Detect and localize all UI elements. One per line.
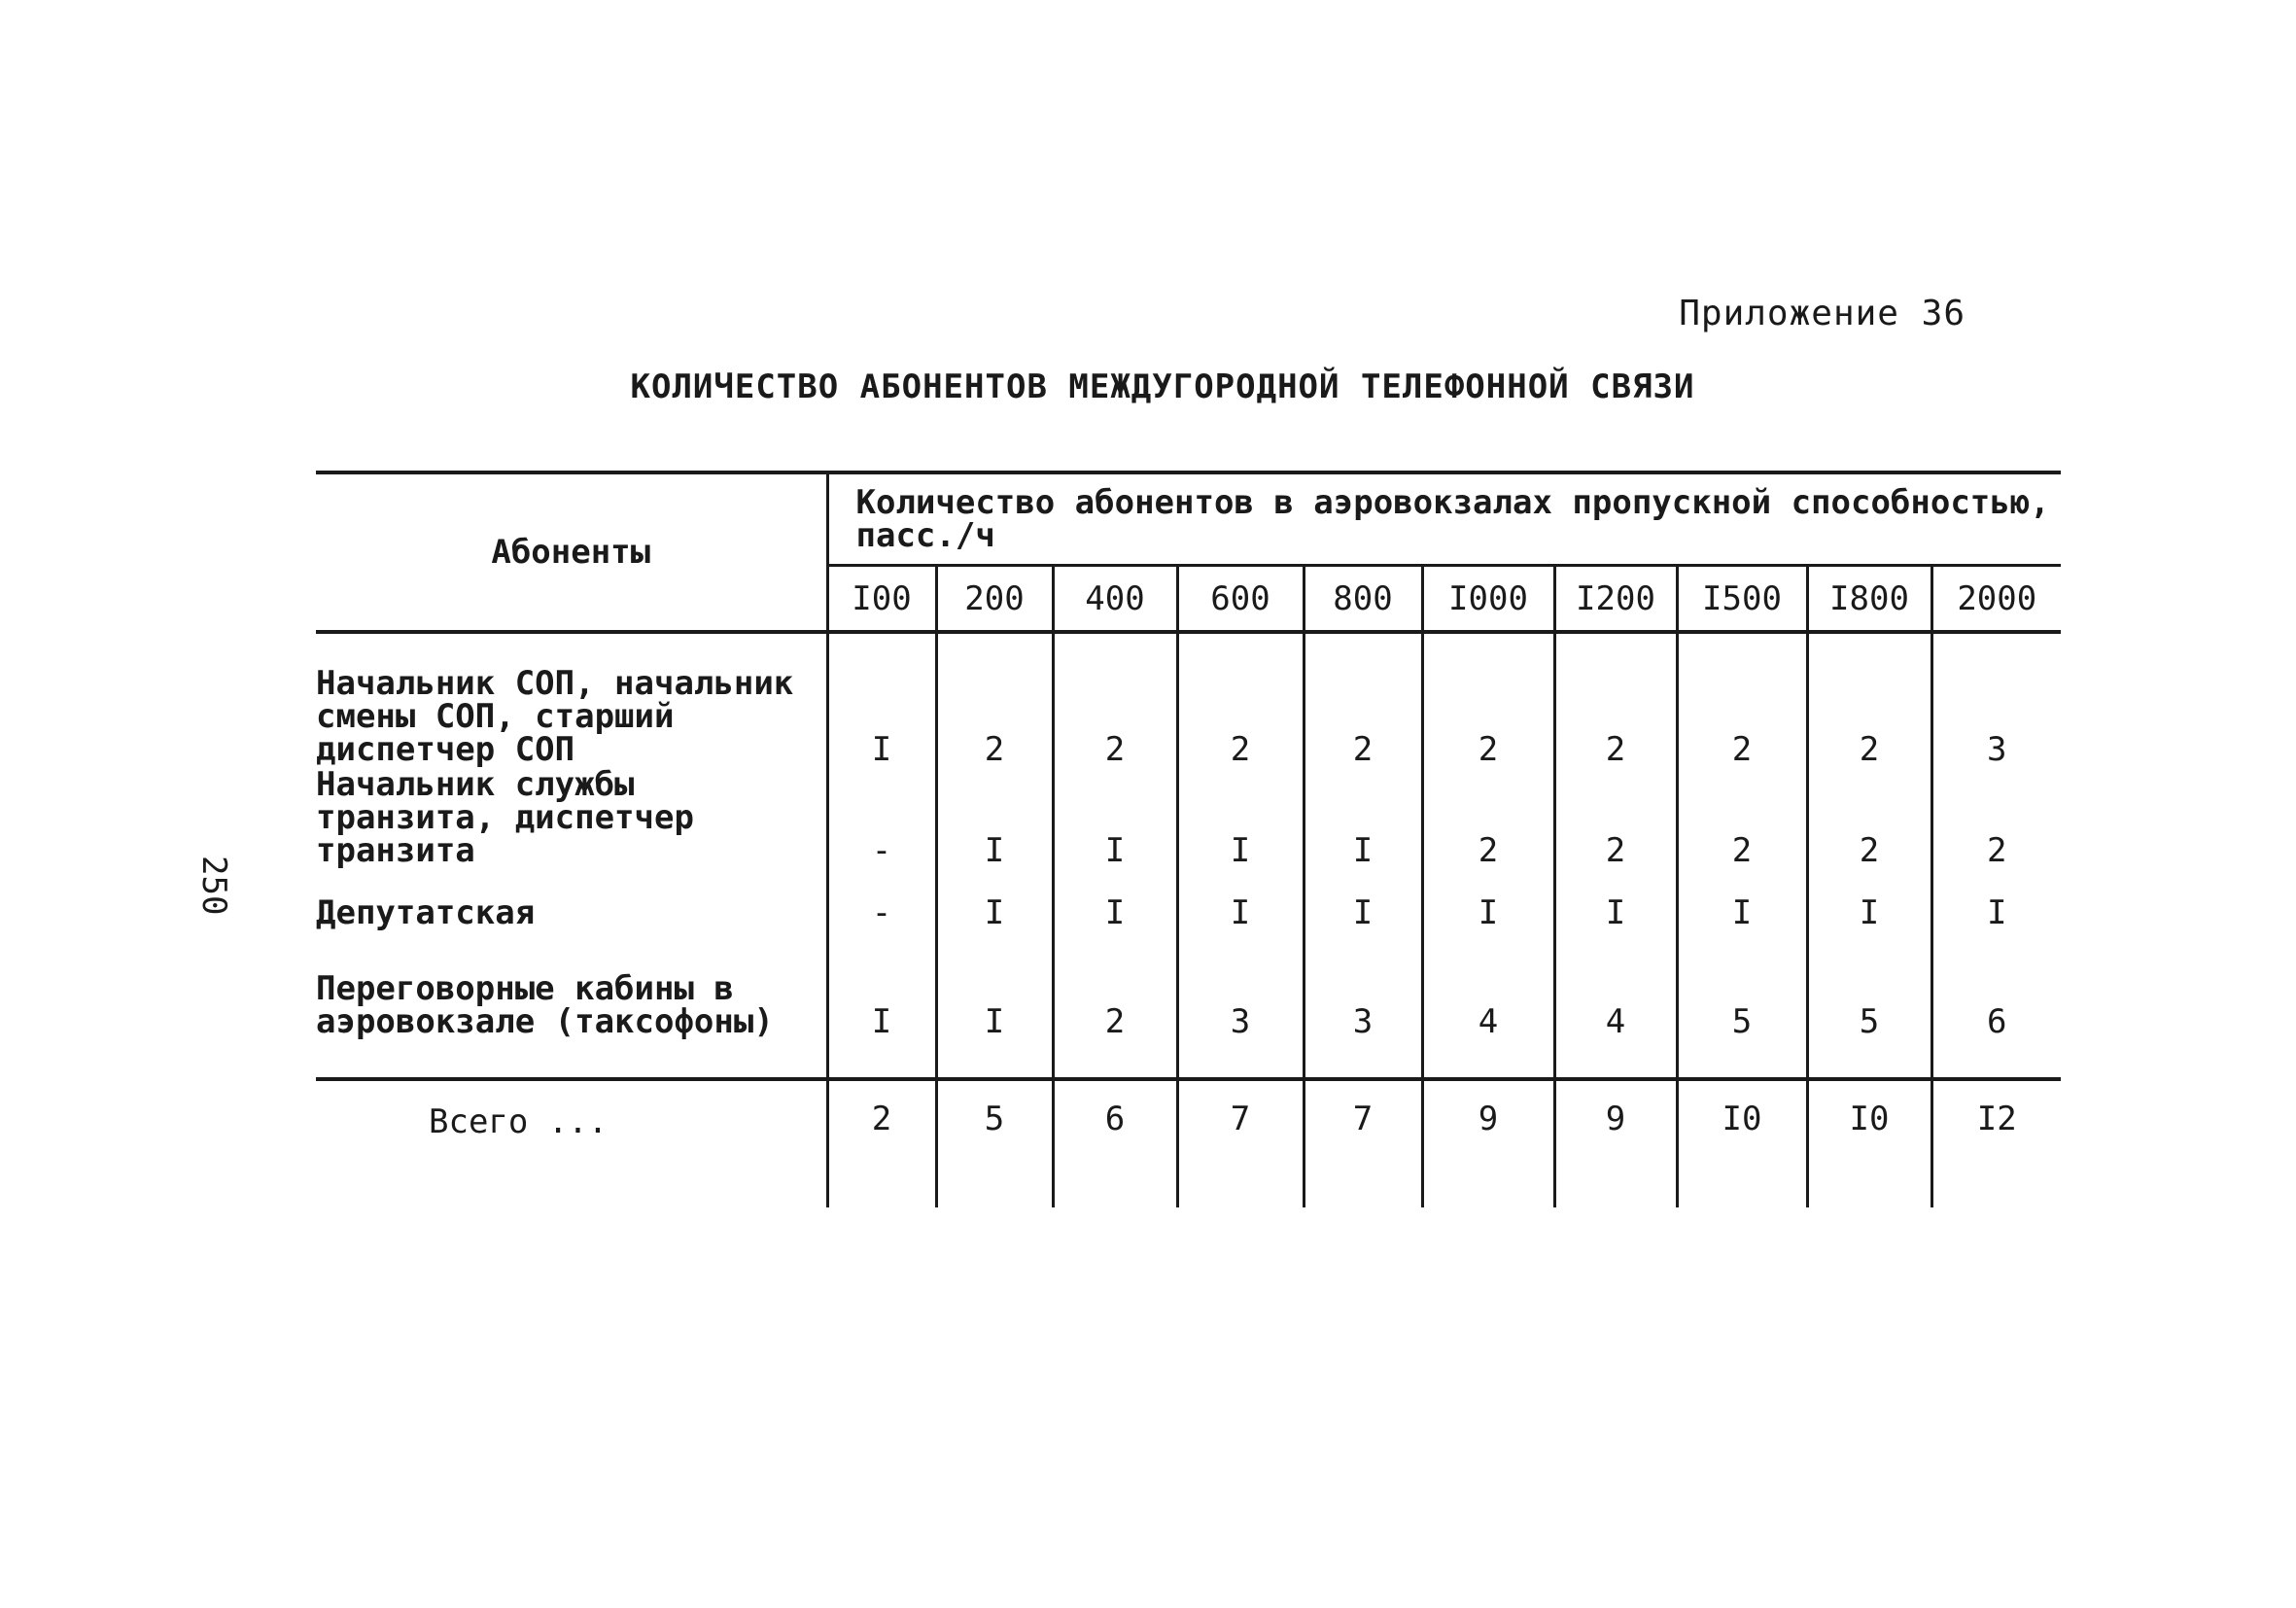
table-cell: 2 — [1053, 632, 1177, 768]
header-capacity: I800 — [1807, 566, 1931, 632]
page-number: 250 — [194, 856, 233, 916]
header-capacity: 200 — [936, 566, 1053, 632]
total-cell: I0 — [1677, 1079, 1807, 1207]
header-abonents: Абоненты — [316, 472, 827, 632]
header-capacity: 600 — [1177, 566, 1304, 632]
header-capacity-group: Количество абонентов в аэровокзалах пропускной способностью, пасс./ч — [827, 472, 2061, 566]
header-capacity: I000 — [1422, 566, 1554, 632]
header-capacity: I00 — [827, 566, 936, 632]
subscribers-table — [316, 471, 2061, 1207]
table-cell: 2 — [1807, 632, 1931, 768]
total-cell: I0 — [1807, 1079, 1931, 1207]
table-cell: - — [827, 869, 936, 931]
table-cell: I — [1304, 869, 1422, 931]
table-cell: I — [1177, 768, 1304, 869]
table-cell: I — [1554, 869, 1677, 931]
table-cell: 4 — [1422, 931, 1554, 1079]
header-capacity: I500 — [1677, 566, 1807, 632]
header-capacity: 800 — [1304, 566, 1422, 632]
table-cell: 2 — [1053, 931, 1177, 1079]
table-cell: 2 — [1554, 768, 1677, 869]
table-cell: 2 — [1177, 632, 1304, 768]
table-cell: I — [1807, 869, 1931, 931]
table-cell: 2 — [1677, 632, 1807, 768]
total-cell: 9 — [1554, 1079, 1677, 1207]
table-cell: I — [827, 632, 936, 768]
total-cell: 6 — [1053, 1079, 1177, 1207]
header-capacity: I200 — [1554, 566, 1677, 632]
total-cell: I2 — [1931, 1079, 2061, 1207]
table-cell: 3 — [1987, 730, 2007, 769]
total-cell: 9 — [1422, 1079, 1554, 1207]
header-capacity: 400 — [1053, 566, 1177, 632]
table-cell: I — [1053, 869, 1177, 931]
table-cell: 3 — [1177, 931, 1304, 1079]
table-row — [316, 869, 2061, 931]
table-cell: I — [1422, 869, 1554, 931]
table-cell: 2 — [1422, 632, 1554, 768]
table-cell: 2 — [1422, 768, 1554, 869]
table-cell: I — [936, 768, 1053, 869]
table-cell: I — [1304, 768, 1422, 869]
table-cell: I — [1053, 768, 1177, 869]
table-row — [316, 632, 2061, 768]
total-label: Всего ... — [316, 1079, 827, 1207]
total-cell: 7 — [1177, 1079, 1304, 1207]
table-cell: 3 — [1304, 931, 1422, 1079]
total-cell: 7 — [1304, 1079, 1422, 1207]
table-cell: I — [936, 869, 1053, 931]
table-cell: 2 — [1304, 632, 1422, 768]
table-cell: 4 — [1554, 931, 1677, 1079]
table-cell: 2 — [1807, 768, 1931, 869]
table-cell: 5 — [1677, 931, 1807, 1079]
table-cell: 2 — [1987, 831, 2007, 870]
table-cell: 5 — [1807, 931, 1931, 1079]
row-label: Начальник СОП, начальник смены СОП, старший диспетчер СОП — [316, 632, 827, 768]
table-row — [316, 768, 2061, 869]
table-cell: 2 — [1677, 768, 1807, 869]
table-cell: I — [1177, 869, 1304, 931]
table-cell: I — [827, 931, 936, 1079]
table-cell: - — [827, 768, 936, 869]
page-title: КОЛИЧЕСТВО АБОНЕНТОВ МЕЖДУГОРОДНОЙ ТЕЛЕФОННОЙ СВЯЗИ — [630, 367, 1695, 406]
total-cell: 5 — [936, 1079, 1053, 1207]
appendix-number: Приложение 36 — [1679, 294, 1966, 333]
total-cell: 2 — [827, 1079, 936, 1207]
row-label: Депутатская — [316, 869, 827, 931]
table-cell: 6 — [1987, 1002, 2007, 1041]
table-cell: 2 — [1554, 632, 1677, 768]
table-row — [316, 931, 2061, 1079]
table-cell: I — [1987, 893, 2007, 932]
table-cell: 2 — [936, 632, 1053, 768]
row-label: Начальник службы транзита, диспетчер транзита — [316, 768, 827, 869]
table-cell: I — [1677, 869, 1807, 931]
total-row — [316, 1079, 2061, 1207]
table-cell: I — [936, 931, 1053, 1079]
row-label: Переговорные кабины в аэровокзале (таксофоны) — [316, 931, 827, 1079]
subscribers-table-grid — [316, 471, 2061, 1207]
header-capacity: 2000 — [1931, 566, 2061, 632]
